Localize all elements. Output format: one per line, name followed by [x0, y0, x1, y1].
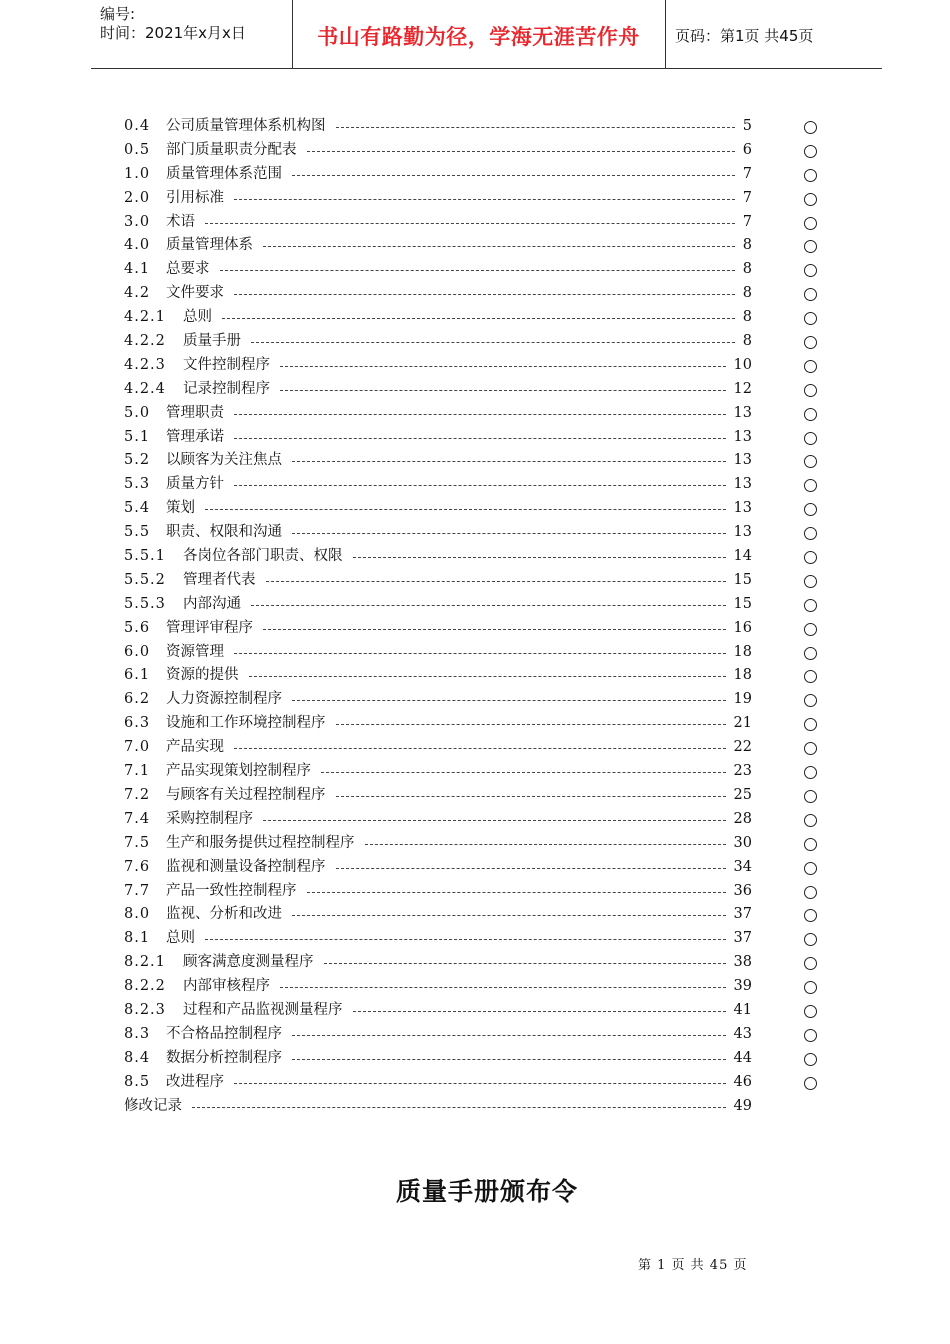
- table-of-contents: [124, 115, 824, 1118]
- header-motto-cell: [292, 0, 666, 68]
- toc-entry-title: 质量手册: [183, 330, 249, 354]
- toc-entry[interactable]: [124, 712, 824, 736]
- toc-entry-title: 过程和产品监视测量程序: [183, 999, 351, 1023]
- toc-entry-page: 7: [737, 211, 752, 235]
- toc-entry[interactable]: [124, 927, 824, 951]
- toc-leader-line: [292, 461, 726, 462]
- toc-leader-line: [266, 581, 726, 582]
- toc-entry-page: 37: [728, 927, 752, 951]
- toc-entry[interactable]: [124, 234, 824, 258]
- circle-checkbox-icon[interactable]: [804, 981, 817, 994]
- circle-checkbox-icon[interactable]: [804, 838, 817, 851]
- toc-entry[interactable]: [124, 808, 824, 832]
- toc-entry-page: 18: [728, 641, 752, 665]
- toc-entry-page: 38: [728, 951, 752, 975]
- toc-entry-page: 12: [728, 378, 752, 402]
- toc-entry-title: 管理者代表: [183, 569, 264, 593]
- toc-entry-page: 7: [737, 163, 752, 187]
- circle-checkbox-icon[interactable]: [804, 694, 817, 707]
- toc-entry-title: 策划: [166, 497, 203, 521]
- toc-entry-page: 30: [728, 832, 752, 856]
- toc-entry-page: 49: [728, 1095, 752, 1119]
- toc-leader-line: [292, 915, 726, 916]
- toc-entry-number: 4.0: [124, 237, 151, 254]
- toc-leader-line: [307, 892, 726, 893]
- toc-leader-line: [222, 318, 735, 319]
- toc-entry[interactable]: [124, 856, 824, 880]
- toc-leader-line: [263, 629, 726, 630]
- toc-entry-title: 职责、权限和沟通: [166, 521, 290, 545]
- toc-entry-title: 产品一致性控制程序: [166, 880, 305, 904]
- toc-entry-number: 5.5.1: [124, 548, 166, 565]
- circle-checkbox-icon[interactable]: [804, 360, 817, 373]
- toc-entry-number: 5.6: [124, 619, 151, 636]
- circle-checkbox-icon[interactable]: [804, 742, 817, 755]
- circle-checkbox-icon[interactable]: [804, 814, 817, 827]
- circle-checkbox-icon[interactable]: [804, 623, 817, 636]
- toc-entry-title: 引用标准: [166, 187, 232, 211]
- toc-entry-title: 质量管理体系: [166, 234, 261, 258]
- toc-leader-line: [192, 1107, 726, 1108]
- toc-entry-page: 13: [728, 449, 752, 473]
- toc-entry-title: 内部沟通: [183, 593, 249, 617]
- circle-checkbox-icon[interactable]: [804, 336, 817, 349]
- toc-entry[interactable]: [124, 688, 824, 712]
- toc-entry[interactable]: [124, 521, 824, 545]
- page-header: [91, 0, 882, 69]
- toc-entry-number: 8.4: [124, 1049, 151, 1066]
- toc-entry-title: 人力资源控制程序: [166, 688, 290, 712]
- toc-entry-number: 7.5: [124, 834, 151, 851]
- toc-entry-number: 5.0: [124, 404, 151, 421]
- doc-time-label: 时间：2021年x月x日: [100, 24, 246, 42]
- toc-entry-title: 顾客满意度测量程序: [183, 951, 322, 975]
- toc-entry-title: 资源管理: [166, 641, 232, 665]
- toc-entry-page: 7: [737, 187, 752, 211]
- toc-entry[interactable]: [124, 951, 824, 975]
- circle-checkbox-icon[interactable]: [804, 790, 817, 803]
- toc-entry[interactable]: [124, 760, 824, 784]
- toc-leader-line: [280, 366, 726, 367]
- circle-checkbox-icon[interactable]: [804, 240, 817, 253]
- header-page-cell: [666, 0, 882, 68]
- toc-leader-line: [234, 653, 726, 654]
- circle-checkbox-icon[interactable]: [804, 479, 817, 492]
- toc-entry-page: 13: [728, 521, 752, 545]
- toc-entry-page: 34: [728, 856, 752, 880]
- toc-entry-title: 以顾客为关注焦点: [166, 449, 290, 473]
- toc-entry-number: 8.5: [124, 1073, 151, 1090]
- circle-checkbox-icon[interactable]: [804, 288, 817, 301]
- circle-checkbox-icon[interactable]: [804, 432, 817, 445]
- toc-entry-page: 28: [728, 808, 752, 832]
- circle-checkbox-icon[interactable]: [804, 1029, 817, 1042]
- toc-leader-line: [205, 223, 735, 224]
- toc-entry-title: 设施和工作环境控制程序: [166, 712, 334, 736]
- toc-leader-line: [263, 246, 735, 247]
- circle-checkbox-icon[interactable]: [804, 886, 817, 899]
- toc-entry-number: 7.2: [124, 786, 151, 803]
- toc-entry[interactable]: [124, 163, 824, 187]
- toc-entry-number: 8.3: [124, 1025, 151, 1042]
- toc-entry-page: 21: [728, 712, 752, 736]
- toc-entry-title: 公司质量管理体系机构图: [166, 115, 334, 139]
- toc-entry[interactable]: [124, 999, 824, 1023]
- circle-checkbox-icon[interactable]: [804, 193, 817, 206]
- toc-entry-page: 13: [728, 497, 752, 521]
- toc-entry[interactable]: [124, 617, 824, 641]
- circle-checkbox-icon[interactable]: [804, 169, 817, 182]
- toc-leader-line: [234, 748, 726, 749]
- toc-entry-page: 23: [728, 760, 752, 784]
- toc-entry-title: 管理职责: [166, 402, 232, 426]
- toc-entry-title: 产品实现策划控制程序: [166, 760, 319, 784]
- toc-entry-page: 15: [728, 593, 752, 617]
- toc-entry[interactable]: [124, 449, 824, 473]
- toc-entry-number: 7.1: [124, 763, 151, 780]
- toc-entry-number: 1.0: [124, 165, 151, 182]
- toc-entry-page: 5: [737, 115, 752, 139]
- circle-checkbox-icon[interactable]: [804, 957, 817, 970]
- toc-leader-line: [365, 844, 726, 845]
- toc-entry-title: 总则: [183, 306, 220, 330]
- toc-entry-title: 质量管理体系范围: [166, 163, 290, 187]
- toc-entry-page: 18: [728, 664, 752, 688]
- toc-leader-line: [292, 533, 726, 534]
- document-section-title: 质量手册颁布令: [395, 1177, 578, 1206]
- toc-entry-title: 产品实现: [166, 736, 232, 760]
- toc-entry-number: 2.0: [124, 189, 151, 206]
- toc-entry-number: 5.1: [124, 428, 151, 445]
- toc-entry-number: 8.2.2: [124, 978, 166, 995]
- toc-entry[interactable]: [124, 115, 824, 139]
- toc-entry-page: 13: [728, 426, 752, 450]
- toc-entry-number: 0.5: [124, 141, 151, 158]
- toc-entry-title: 总要求: [166, 258, 218, 282]
- toc-entry-page: 8: [737, 330, 752, 354]
- toc-entry-title: 生产和服务提供过程控制程序: [166, 832, 363, 856]
- toc-leader-line: [205, 939, 726, 940]
- toc-entry[interactable]: [124, 664, 824, 688]
- circle-checkbox-icon[interactable]: [804, 527, 817, 540]
- circle-checkbox-icon[interactable]: [804, 455, 817, 468]
- toc-entry-number: 5.5.3: [124, 595, 166, 612]
- header-page-info: 页码：第1页 共45页: [675, 27, 814, 45]
- toc-leader-line: [336, 868, 726, 869]
- circle-checkbox-icon[interactable]: [804, 647, 817, 660]
- toc-leader-line: [234, 414, 726, 415]
- toc-entry-page: 37: [728, 903, 752, 927]
- toc-entry-number: 8.1: [124, 930, 151, 947]
- toc-entry-page: 8: [737, 282, 752, 306]
- toc-entry-page: 19: [728, 688, 752, 712]
- toc-leader-line: [220, 270, 735, 271]
- toc-entry-number: 4.2.4: [124, 380, 166, 397]
- toc-entry-page: 44: [728, 1047, 752, 1071]
- toc-leader-line: [353, 1011, 726, 1012]
- toc-entry-number: 5.3: [124, 476, 151, 493]
- toc-entry[interactable]: [124, 354, 824, 378]
- toc-entry[interactable]: [124, 1023, 824, 1047]
- toc-leader-line: [234, 438, 726, 439]
- toc-entry-title: 管理承诺: [166, 426, 232, 450]
- circle-checkbox-icon[interactable]: [804, 121, 817, 134]
- page-footer: 第 1 页 共 45 页: [638, 1258, 748, 1273]
- toc-entry-page: 15: [728, 569, 752, 593]
- toc-leader-line: [292, 1035, 726, 1036]
- toc-entry-title: 记录控制程序: [183, 378, 278, 402]
- toc-entry-number: 3.0: [124, 213, 151, 230]
- toc-entry-number: 8.2.3: [124, 1001, 166, 1018]
- toc-leader-line: [251, 342, 735, 343]
- toc-entry-number: 6.2: [124, 691, 151, 708]
- toc-entry[interactable]: [124, 378, 824, 402]
- circle-checkbox-icon[interactable]: [804, 599, 817, 612]
- toc-entry[interactable]: [124, 569, 824, 593]
- toc-entry-title: 部门质量职责分配表: [166, 139, 305, 163]
- toc-entry-title: 监视和测量设备控制程序: [166, 856, 334, 880]
- toc-entry-title: 改进程序: [166, 1071, 232, 1095]
- toc-entry-title: 采购控制程序: [166, 808, 261, 832]
- circle-checkbox-icon[interactable]: [804, 264, 817, 277]
- toc-entry-page: 10: [728, 354, 752, 378]
- toc-entry[interactable]: [124, 641, 824, 665]
- toc-entry-number: 4.2.1: [124, 309, 166, 326]
- toc-entry-title: 与顾客有关过程控制程序: [166, 784, 334, 808]
- circle-checkbox-icon[interactable]: [804, 217, 817, 230]
- header-motto: 书山有路勤为径，学海无涯苦作舟: [317, 25, 640, 49]
- toc-entry[interactable]: [124, 306, 824, 330]
- toc-leader-line: [234, 199, 735, 200]
- toc-entry-title: 文件控制程序: [183, 354, 278, 378]
- toc-leader-line: [292, 175, 735, 176]
- toc-leader-line: [324, 963, 726, 964]
- toc-entry[interactable]: [124, 402, 824, 426]
- toc-entry-page: 41: [728, 999, 752, 1023]
- toc-entry[interactable]: [124, 330, 824, 354]
- toc-entry-page: 13: [728, 473, 752, 497]
- toc-entry[interactable]: [124, 1047, 824, 1071]
- toc-entry[interactable]: [124, 426, 824, 450]
- toc-entry-number: 4.1: [124, 261, 151, 278]
- toc-leader-line: [292, 1059, 726, 1060]
- toc-entry-number: 7.4: [124, 810, 151, 827]
- toc-leader-line: [280, 390, 726, 391]
- toc-entry[interactable]: [124, 736, 824, 760]
- toc-leader-line: [336, 796, 726, 797]
- toc-entry-number: 5.5: [124, 524, 151, 541]
- circle-checkbox-icon[interactable]: [804, 670, 817, 683]
- toc-entry-page: 13: [728, 402, 752, 426]
- toc-entry[interactable]: [124, 497, 824, 521]
- toc-entry[interactable]: [124, 975, 824, 999]
- header-meta-cell: [91, 0, 293, 68]
- toc-entry-number: 7.6: [124, 858, 151, 875]
- circle-checkbox-icon[interactable]: [804, 1005, 817, 1018]
- toc-entry-number: 4.2.2: [124, 333, 166, 350]
- toc-entry-page: 25: [728, 784, 752, 808]
- toc-entry-title: 内部审核程序: [183, 975, 278, 999]
- toc-entry[interactable]: [124, 832, 824, 856]
- toc-entry-number: 5.2: [124, 452, 151, 469]
- toc-entry[interactable]: [124, 880, 824, 904]
- toc-entry-number: 7.7: [124, 882, 151, 899]
- toc-entry-title: 修改记录: [124, 1095, 190, 1119]
- toc-entry-number: 6.0: [124, 643, 151, 660]
- toc-leader-line: [251, 605, 726, 606]
- toc-entry-page: 8: [737, 306, 752, 330]
- circle-checkbox-icon[interactable]: [804, 575, 817, 588]
- toc-entry[interactable]: [124, 258, 824, 282]
- circle-checkbox-icon[interactable]: [804, 909, 817, 922]
- toc-entry-page: 14: [728, 545, 752, 569]
- toc-entry-page: 16: [728, 617, 752, 641]
- toc-entry-title: 管理评审程序: [166, 617, 261, 641]
- toc-entry[interactable]: [124, 282, 824, 306]
- toc-leader-line: [353, 557, 726, 558]
- toc-entry[interactable]: [124, 473, 824, 497]
- toc-leader-line: [336, 127, 735, 128]
- toc-entry-page: 39: [728, 975, 752, 999]
- toc-entry-page: 46: [728, 1071, 752, 1095]
- circle-checkbox-icon[interactable]: [804, 718, 817, 731]
- toc-entry-title: 术语: [166, 211, 203, 235]
- toc-entry-page: 43: [728, 1023, 752, 1047]
- toc-leader-line: [205, 509, 726, 510]
- toc-entry-title: 各岗位各部门职责、权限: [183, 545, 351, 569]
- toc-leader-line: [234, 1083, 726, 1084]
- toc-entry-page: 8: [737, 234, 752, 258]
- toc-entry-number: 0.4: [124, 118, 151, 134]
- toc-entry-title: 资源的提供: [166, 664, 247, 688]
- toc-entry-page: 22: [728, 736, 752, 760]
- toc-entry-page: 36: [728, 880, 752, 904]
- circle-checkbox-icon[interactable]: [804, 384, 817, 397]
- toc-entry-title: 监视、分析和改进: [166, 903, 290, 927]
- circle-checkbox-icon[interactable]: [804, 503, 817, 516]
- toc-entry[interactable]: [124, 211, 824, 235]
- circle-checkbox-icon[interactable]: [804, 1077, 817, 1090]
- circle-checkbox-icon[interactable]: [804, 862, 817, 875]
- toc-entry-title: 不合格品控制程序: [166, 1023, 290, 1047]
- toc-entry-number: 4.2: [124, 285, 151, 302]
- toc-leader-line: [321, 772, 726, 773]
- toc-entry-page: 6: [737, 139, 752, 163]
- toc-leader-line: [249, 676, 726, 677]
- circle-checkbox-icon[interactable]: [804, 551, 817, 564]
- circle-checkbox-icon[interactable]: [804, 408, 817, 421]
- toc-entry-page: 8: [737, 258, 752, 282]
- toc-entry-number: 7.0: [124, 739, 151, 756]
- doc-number-label: 编号:: [100, 5, 136, 23]
- toc-entry[interactable]: [124, 593, 824, 617]
- toc-entry-title: 总则: [166, 927, 203, 951]
- toc-leader-line: [280, 987, 726, 988]
- toc-entry[interactable]: [124, 1095, 824, 1119]
- toc-entry[interactable]: [124, 1071, 824, 1095]
- toc-entry-number: 6.3: [124, 715, 151, 732]
- toc-leader-line: [263, 820, 726, 821]
- toc-entry[interactable]: [124, 545, 824, 569]
- circle-checkbox-icon[interactable]: [804, 933, 817, 946]
- toc-entry[interactable]: [124, 139, 824, 163]
- toc-entry-number: 6.1: [124, 667, 151, 684]
- toc-entry[interactable]: [124, 903, 824, 927]
- circle-checkbox-icon[interactable]: [804, 766, 817, 779]
- toc-entry-title: 数据分析控制程序: [166, 1047, 290, 1071]
- toc-entry-number: 4.2.3: [124, 356, 166, 373]
- circle-checkbox-icon[interactable]: [804, 145, 817, 158]
- toc-leader-line: [307, 151, 735, 152]
- toc-leader-line: [336, 724, 726, 725]
- toc-leader-line: [234, 485, 726, 486]
- toc-entry-number: 5.5.2: [124, 571, 166, 588]
- toc-entry[interactable]: [124, 187, 824, 211]
- toc-entry-title: 质量方针: [166, 473, 232, 497]
- toc-entry-number: 8.2.1: [124, 954, 166, 971]
- toc-entry-title: 文件要求: [166, 282, 232, 306]
- circle-checkbox-icon[interactable]: [804, 1053, 817, 1066]
- toc-leader-line: [292, 700, 726, 701]
- circle-checkbox-icon[interactable]: [804, 312, 817, 325]
- toc-entry-number: 8.0: [124, 906, 151, 923]
- toc-leader-line: [234, 294, 735, 295]
- toc-entry[interactable]: [124, 784, 824, 808]
- toc-entry-number: 5.4: [124, 500, 151, 517]
